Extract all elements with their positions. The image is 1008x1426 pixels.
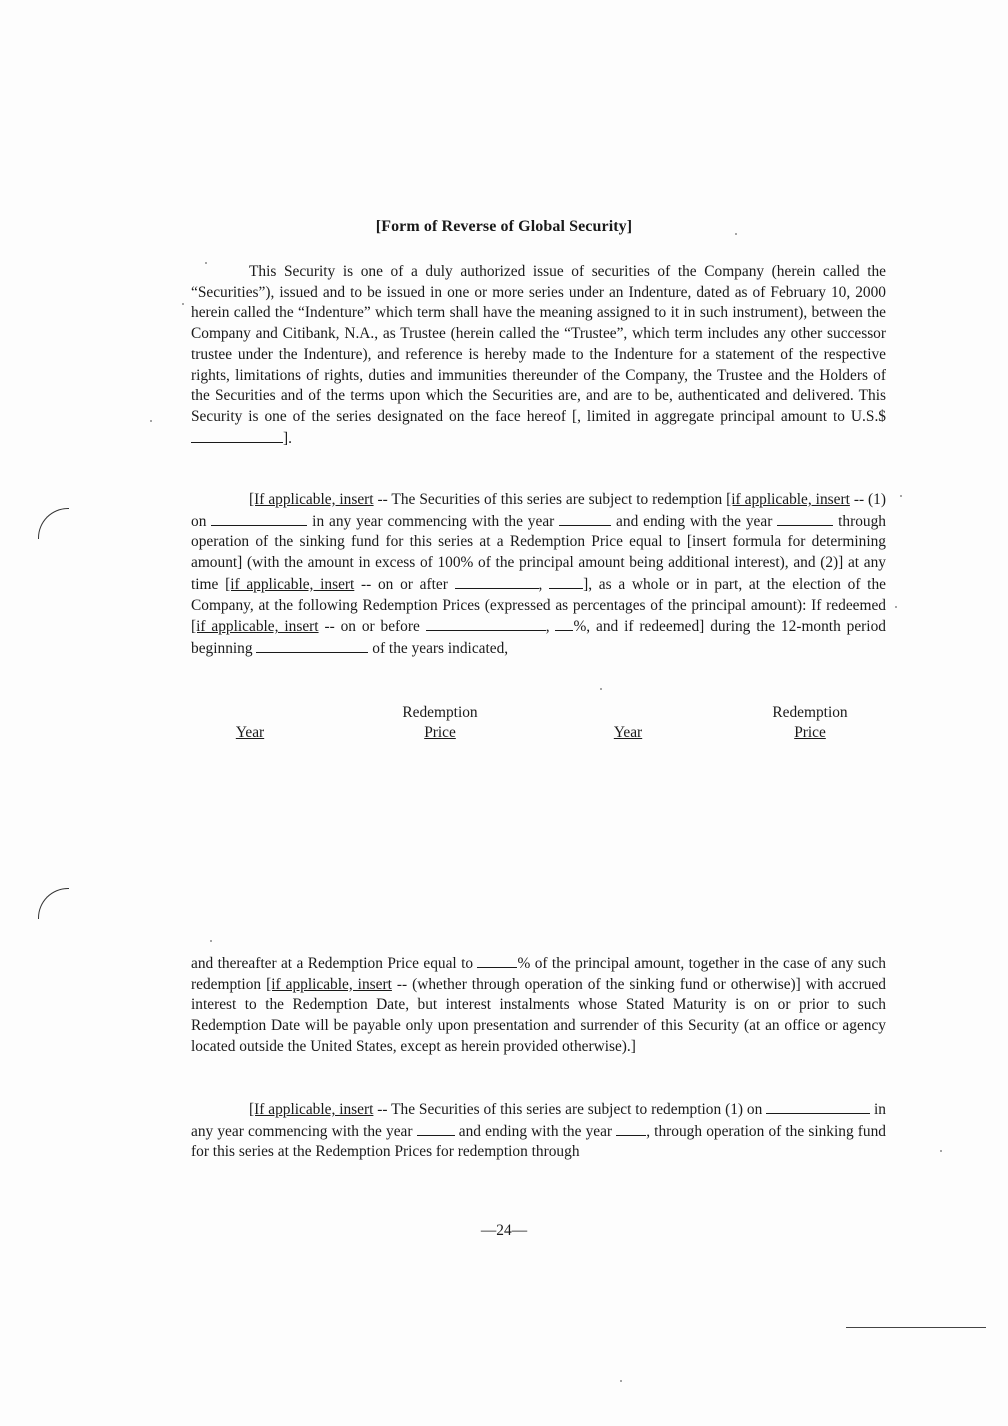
- scan-speck: [205, 262, 207, 264]
- blank-line: [616, 1121, 646, 1136]
- blank-line: [766, 1099, 870, 1114]
- scan-speck: [735, 233, 737, 235]
- text-run: -- on or before: [318, 618, 426, 636]
- text-run: ,: [545, 618, 556, 636]
- column-year-2: [588, 703, 668, 743]
- text-run: ], as a whole or in part, at the election of the Company, at the following Redemption Prices (expressed as percentages of the principal amount): If redeemed: [191, 575, 886, 614]
- blank-line: [426, 616, 546, 631]
- page-number: —24—: [480, 1222, 528, 1239]
- blank-line: [477, 953, 517, 968]
- insert-marker: [if applicable, insert: [191, 618, 319, 636]
- text-run: % of the principal amount, together in the case of any such redemption: [191, 955, 886, 993]
- column-header-line2: Price: [794, 724, 826, 741]
- text-run: and ending with the year: [454, 1122, 617, 1140]
- paragraph-sinking-fund: [191, 1099, 886, 1163]
- column-redemption-price-2: [750, 703, 870, 743]
- scan-speck: [900, 495, 902, 497]
- text-run: and ending with the year: [611, 512, 778, 530]
- column-header-line1: [210, 703, 290, 723]
- blank-line: [559, 511, 611, 526]
- blank-line: [555, 616, 573, 631]
- text-run: -- (whether through operation of the sinking fund or otherwise)] with accrued interest to the Redemption Date, but interest instalments whose Stated Maturity is on or prior to such Redemption Date will be payable only upon presentation and surrender of this Security (at an office or agency located outside the United States, except as herein provided otherwise).]: [191, 975, 886, 1055]
- paragraph-security-description: [191, 262, 886, 449]
- text-run: -- The Securities of this series are subject to redemption: [373, 491, 727, 508]
- scan-speck: [210, 940, 212, 942]
- bottom-rule: [846, 1327, 986, 1328]
- insert-marker: [if applicable, insert: [225, 575, 355, 593]
- text-run: , through operation of the sinking fund for this series at the Redemption Prices for redemption through: [191, 1122, 887, 1161]
- scan-speck: [895, 606, 897, 608]
- paragraph1-end: ].: [283, 429, 292, 447]
- column-header-line2: Year: [235, 724, 265, 741]
- column-header-line2: Year: [613, 724, 643, 741]
- insert-marker: [if applicable, insert: [266, 975, 392, 993]
- blank-line: [191, 428, 283, 443]
- column-header-line1: [588, 703, 668, 723]
- text-run: -- (1) on: [191, 491, 886, 530]
- scan-speck: [150, 420, 152, 422]
- text-run: and thereafter at a Redemption Price equal to: [191, 955, 478, 972]
- blank-line: [211, 511, 307, 526]
- blank-line: [455, 574, 539, 589]
- scan-speck: [620, 1380, 622, 1382]
- insert-marker: [If applicable, insert: [249, 1101, 374, 1118]
- margin-mark: [38, 888, 69, 919]
- margin-mark: [38, 508, 69, 539]
- paragraph1-text: This Security is one of a duly authorized issue of securities of the Company (herein called the “Securities”), issued and to be issued in one or more series under an Indenture, dated as of February 10, 2000 herein called the “Indenture” which term shall have the meaning assigned to it in such instrument), between the Company and Citibank, N.A., as Trustee (herein called the “Trustee”, which term includes any other successor trustee under the Indenture), and reference is hereby made to the Indenture for a statement of the respective rights, limitations of rights, duties and immunities thereunder of the Company, the Trustee and the Holders of the Securities and of the terms upon which the Securities are, and are to be, authenticated and delivered. This Security is one of the series designated on the face hereof [, limited in aggregate principal amount to U.S.$: [191, 263, 886, 425]
- column-header-line1: Redemption: [772, 704, 848, 721]
- blank-line: [256, 638, 368, 653]
- text-run: through operation of the sinking fund for this series at a Redemption Price equal to [insert formula for determining amount] (with the amount in excess of 100% of the principal amount being additional interest), and (2)] at any time: [191, 512, 886, 593]
- blank-line: [549, 574, 583, 589]
- scan-speck: [600, 688, 602, 690]
- column-header-line2: Price: [424, 724, 456, 741]
- text-run: in any year commencing with the year: [191, 1101, 886, 1140]
- blank-line: [417, 1121, 455, 1136]
- paragraph-redemption-terms: [191, 490, 886, 660]
- scan-speck: [182, 303, 184, 305]
- text-run: %, and if redeemed] during the 12-month period beginning: [191, 618, 886, 657]
- text-run: in any year commencing with the year: [307, 512, 560, 530]
- paragraph-thereafter-redemption: [191, 953, 886, 1058]
- redemption-price-table-header: [0, 703, 1008, 753]
- text-run: -- The Securities of this series are subject to redemption (1) on: [373, 1101, 767, 1118]
- text-run: ,: [538, 575, 550, 593]
- column-year-1: [210, 703, 290, 743]
- blank-line: [777, 511, 833, 526]
- scan-speck: [940, 1150, 942, 1152]
- insert-marker: [If applicable, insert: [249, 491, 374, 508]
- column-header-line1: Redemption: [402, 704, 478, 721]
- text-run: -- on or after: [354, 575, 455, 593]
- insert-marker: [if applicable, insert: [726, 491, 850, 508]
- document-title: [Form of Reverse of Global Security]: [375, 218, 633, 235]
- text-run: of the years indicated,: [368, 639, 509, 657]
- column-redemption-price-1: [380, 703, 500, 743]
